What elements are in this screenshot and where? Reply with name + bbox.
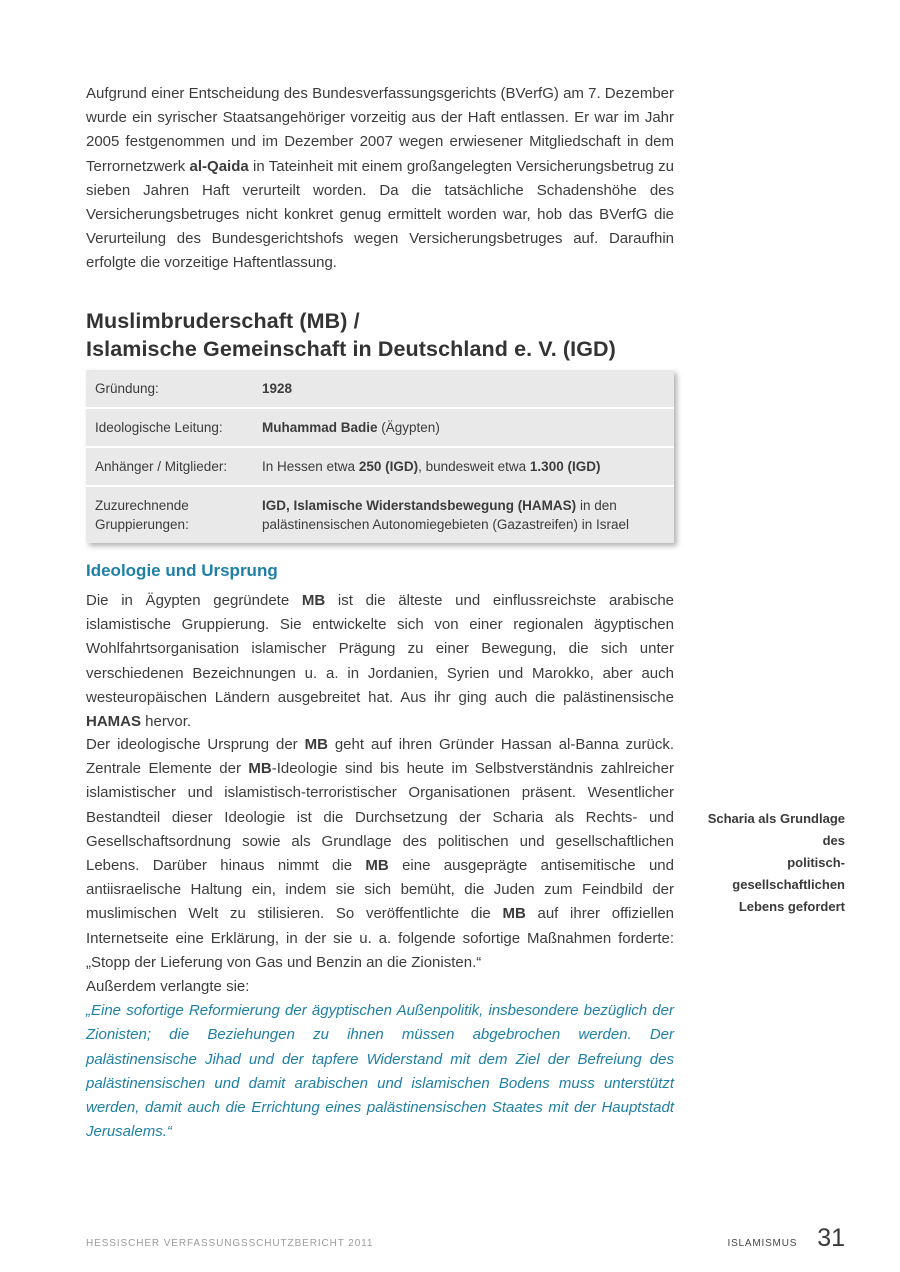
footer-right-group bbox=[728, 1224, 846, 1253]
ideology-origin-paragraph: Die in Ägypten gegründete MB ist die älteste und einflussreichste arabische islamistische Gruppierung. Sie entwickelte sich von einer regionalen ägyptischen Wohlfahrtsorganisation islamischer Prägung zu einer Bewegung, die sich unter verschiedenen Bezeichnungen u. a. in Jordanien, Syrien und Marokko, aber auch westeuropäischen Ländern ausgebreitet hat. Aus ihr ging auch die palästinensische HAMAS hervor. bbox=[86, 592, 675, 731]
margin-note: Scharia als Grundlage des politisch-gesellschaftlichen Lebens gefordert bbox=[707, 811, 845, 914]
table-row bbox=[86, 409, 674, 446]
ideology-followup-line: Außerdem verlangte sie: bbox=[86, 978, 250, 996]
table-row-label: Ideologische Leitung: bbox=[95, 420, 223, 435]
table-row-value: Muhammad Badie (Ägypten) bbox=[262, 420, 440, 435]
table-row-label: Gründung: bbox=[95, 381, 159, 396]
section-heading: Muslimbruderschaft (MB) / Islamische Gemeinschaft in Deutschland e. V. (IGD) bbox=[86, 309, 616, 361]
table-row bbox=[86, 370, 674, 407]
subsection-heading: Ideologie und Ursprung bbox=[86, 561, 278, 580]
table-row-value: In Hessen etwa 250 (IGD), bundesweit etwa 1.300 (IGD) bbox=[262, 459, 601, 474]
table-row-value: IGD, Islamische Widerstandsbewegung (HAMAS) in den palästinensischen Autonomiegebieten (Gazastreifen) in Israel bbox=[262, 498, 629, 532]
table-row bbox=[86, 448, 674, 485]
table-row-value: 1928 bbox=[262, 381, 293, 396]
blockquote-paragraph: „Eine sofortige Reformierung der ägyptischen Außenpolitik, insbesondere bezüglich der Zionisten; die Beziehungen zu ihnen müssen abgebrochen werden. Der palästinensische Jihad und der tapfere Widerstand mit dem Ziel der Befreiung des palästinensischen und damit arabischen und islamischen Bodens muss unterstützt werden, damit auch die Errichtung eines palästinensischen Staates mit der Hauptstadt Jerusalems.“ bbox=[86, 1002, 674, 1141]
page-footer bbox=[86, 1224, 845, 1253]
ideology-detail-paragraph: Der ideologische Ursprung der MB geht auf ihren Gründer Hassan al-Banna zurück. Zentrale Elemente der MB-Ideologie sind bis heute im Selbstverständnis zahlreicher islamistischer und islamistisch-terroristischer Organisationen präsent. Wesentlicher Bestandteil dieser Ideologie ist die Durchsetzung der Scharia als Rechts- und Gesellschaftsordnung sowie als Grundlage des politischen und gesellschaftlichen Lebens. Darüber hinaus nimmt die MB eine ausgeprägte antisemitische und antiisraelische Haltung ein, indem sie sich bemüht, die Juden zum Feindbild der muslimischen Welt zu stilisieren. So veröffentlichte die MB auf ihrer offiziellen Internetseite eine Erklärung, in der sie u. a. folgende sofortige Maßnahmen forderte: „Stopp der Lieferung von Gas und Benzin an die Zionisten.“ bbox=[86, 736, 675, 971]
intro-paragraph: Aufgrund einer Entscheidung des Bundesverfassungsgerichts (BVerfG) am 7. Dezember wurde ein syrischer Staatsangehöriger vorzeitig aus der Haft entlassen. Er war im Jahr 2005 festgenommen und im Dezember 2007 wegen erwiesener Mitgliedschaft in dem Terrornetzwerk al-Qaida in Tateinheit mit einem großangelegten Versicherungsbetrug zu sieben Jahren Haft verurteilt worden. Da die tatsächliche Schadenshöhe des Versicherungsbetruges nicht konkret genug ermittelt worden war, hob das BVerfG die Verurteilung des Bundesgerichtshofs wegen Versicherungsbetruges auf. Daraufhin erfolgte die vorzeitige Haftentlassung. bbox=[86, 85, 674, 272]
footer-report-title: HESSISCHER VERFASSUNGSSCHUTZBERICHT 2011 bbox=[86, 1238, 374, 1249]
page-number: 31 bbox=[817, 1224, 845, 1252]
table-row-label: Anhänger / Mitglieder: bbox=[95, 459, 228, 474]
ideology-detail-block bbox=[86, 733, 674, 1144]
footer-section-label: ISLAMISMUS bbox=[727, 1238, 798, 1249]
table-row-label: Zuzurechnende Gruppierungen: bbox=[95, 498, 189, 532]
table-row bbox=[86, 487, 674, 543]
info-table bbox=[86, 370, 674, 543]
